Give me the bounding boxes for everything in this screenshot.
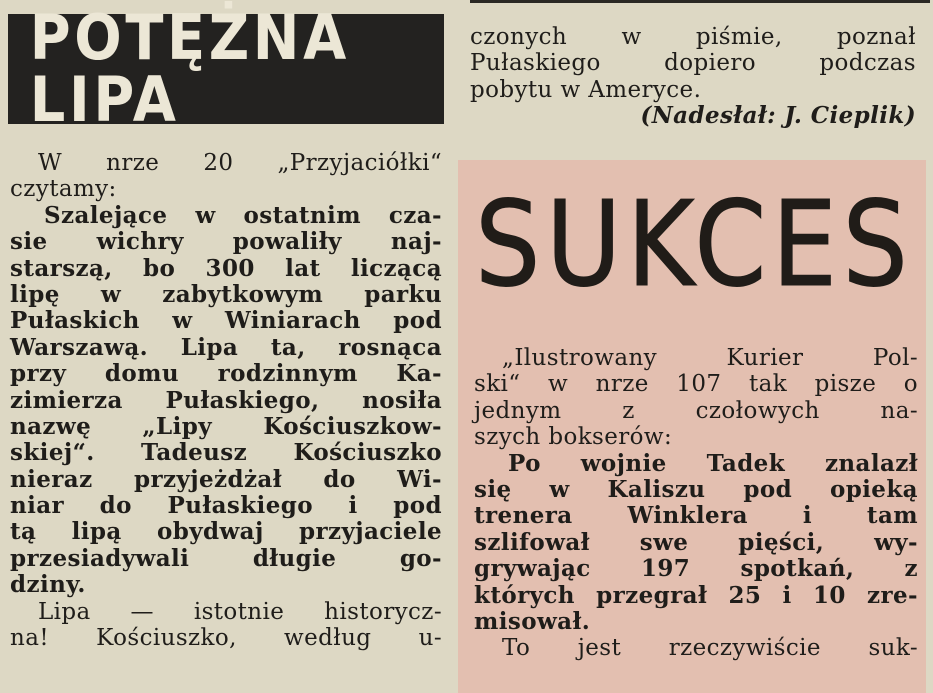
text-line: których przegrał 25 i 10 zre- bbox=[474, 581, 918, 609]
text-line: Warszawą. Lipa ta, rosnąca bbox=[10, 333, 442, 361]
text-line: przy domu rodzinnym Ka- bbox=[10, 360, 442, 388]
text-line: pobytu w Ameryce. bbox=[470, 76, 702, 103]
text-line: Po wojnie Tadek znalazł bbox=[508, 449, 918, 477]
text-line: się w Kaliszu pod opieką bbox=[474, 475, 918, 503]
text-line: nazwę „Lipy Kościuszkow- bbox=[10, 412, 442, 440]
left-column-article bbox=[10, 150, 442, 651]
text-line: misował. bbox=[474, 607, 591, 635]
sukces-title: SUKCES bbox=[474, 176, 914, 314]
text-line: „Ilustrowany Kurier Pol- bbox=[502, 345, 918, 371]
text-line: ski“ w nrze 107 tak pisze o bbox=[474, 371, 918, 398]
text-line: niar do Pułaskiego i pod bbox=[10, 492, 442, 520]
text-line: skiej“. Tadeusz Kościuszko bbox=[10, 439, 442, 467]
text-line: Lipa — istotnie historycz- bbox=[38, 598, 442, 625]
text-line: jednym z czołowych na- bbox=[474, 397, 918, 424]
text-line: dziny. bbox=[10, 571, 86, 599]
text-line: czonych w piśmie, poznał bbox=[470, 24, 916, 50]
text-line: To jest rzeczywiście suk- bbox=[502, 635, 918, 662]
sukces-headline bbox=[474, 175, 914, 315]
sukces-article-body bbox=[474, 345, 918, 662]
text-line: Pułaskiego dopiero podczas bbox=[470, 50, 916, 77]
text-line: przesiadywali długie go- bbox=[10, 544, 442, 572]
text-line: grywając 197 spotkań, z bbox=[474, 555, 918, 583]
text-line: sie wichry powaliły naj- bbox=[10, 228, 442, 256]
text-line: szych bokserów: bbox=[474, 424, 673, 451]
text-line: tą lipą obydwaj przyjaciele bbox=[10, 518, 442, 546]
text-line: starszą, bo 300 lat liczącą bbox=[10, 254, 442, 282]
headline-banner bbox=[8, 1, 444, 136]
text-line: (Nadesłał: J. Cieplik) bbox=[640, 102, 916, 130]
text-line: szlifował swe pięści, wy- bbox=[474, 528, 918, 556]
headline-title: POTĘŻNA LIPA bbox=[29, 1, 350, 136]
text-line: Szalejące w ostatnim cza- bbox=[44, 201, 442, 229]
text-line: zimierza Pułaskiego, nosiła bbox=[10, 386, 442, 414]
text-line: nieraz przyjeżdżał do Wi- bbox=[10, 465, 442, 493]
text-line: Pułaskich w Winiarach pod bbox=[10, 307, 442, 335]
right-column-continuation bbox=[470, 24, 916, 130]
top-rule bbox=[470, 0, 930, 3]
text-line: na! Kościuszko, według u- bbox=[10, 625, 442, 652]
text-line: czytamy: bbox=[10, 176, 117, 203]
text-line: trenera Winklera i tam bbox=[474, 502, 918, 530]
text-line: W nrze 20 „Przyjaciółki“ bbox=[38, 150, 442, 176]
text-line: lipę w zabytkowym parku bbox=[10, 280, 442, 308]
